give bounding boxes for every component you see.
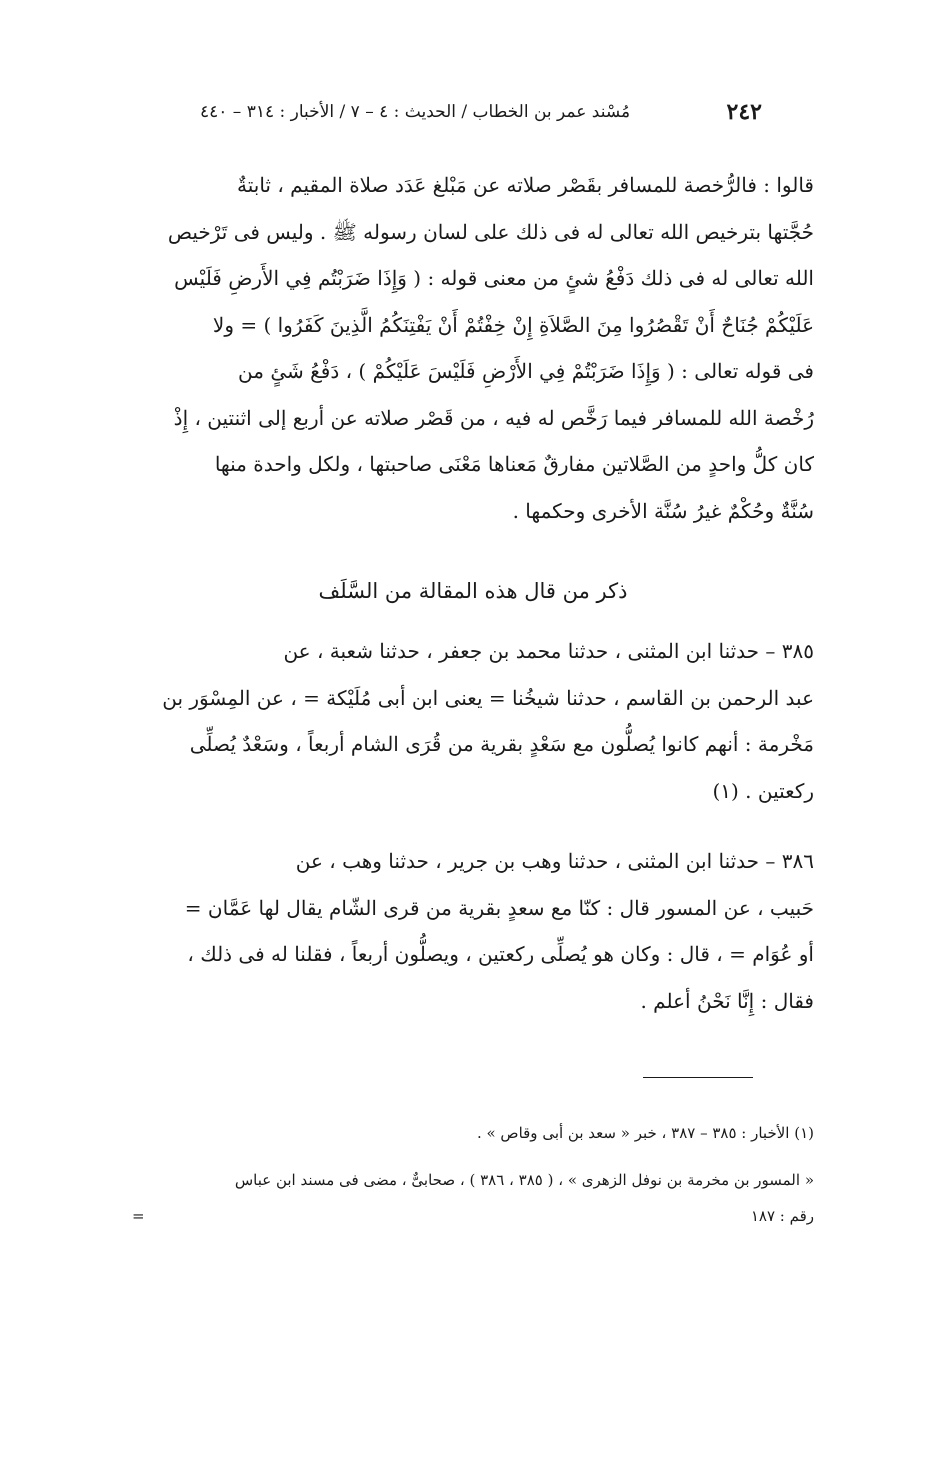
text-line: عَلَيْكُمْ جُنَاحٌ أَنْ تَقْصُرُوا مِنَ الصَّلاَةِ إِنْ خِفْتُمْ أَنْ يَفْتِنَكُمُ الَّذِينَ كَفَرُوا ) = ولا — [212, 312, 814, 337]
text-line: أو عُوَام = ، قال : وكان هو يُصلِّى ركعتين ، ويصلُّون أربعاً ، فقلنا له فى ذلك ، — [187, 942, 814, 966]
section-heading: ذكر من قال هذه المقالة من السَّلَف — [318, 579, 628, 603]
text-line: فقال : إِنَّا نَحْنُ أعلم . — [640, 988, 814, 1013]
text-line: ركعتين . (١) — [712, 778, 814, 803]
footnote-separator — [643, 1077, 753, 1078]
footnote-2-line-2 — [132, 1198, 814, 1234]
text-line: ٣٨٦ – حدثنا ابن المثنى ، حدثنا وهب بن جرير ، حدثنا وهب ، عن — [295, 849, 814, 873]
text-line: مَخْرمة : أنهم كانوا يُصلُّون مع سَعْدٍ بقرية من قُرَى الشام أربعاً ، وسَعْدٌ يُصلِّى — [189, 732, 814, 756]
footnote-2-line-1: « المسور بن مخرمة بن نوفل الزهرى » ، ( ٣٨٥ ، ٣٨٦ ) ، صحابىٌّ ، مضى فى مسند ابن عباس — [234, 1171, 814, 1189]
hadith-385 — [132, 628, 814, 814]
text-line: رُخْصة الله للمسافر فيما رَخَّص له فيه ، من قَصْر صلاته عن أربع إلى اثنتين ، إِذْ — [173, 405, 814, 430]
running-title: مُسْند عمر بن الخطاب / الحديث : ٤ – ٧ / الأخبار : ٣١٤ – ٤٤٠ — [200, 102, 631, 122]
footnote-2-ref: رقم : ١٨٧ — [750, 1207, 814, 1225]
text-line: حُجَّتها بترخيص الله تعالى له فى ذلك على لسان رسوله ﷺ . وليس فى تَرْخيص — [167, 219, 814, 244]
text-line: سُنَّةٌ وحُكْمٌ غيرُ سُنَّة الأخرى وحكمها . — [512, 498, 814, 523]
text-line: عبد الرحمن بن القاسم ، حدثنا شيخُنا = يعنى ابن أبى مُلَيْكة = ، عن المِسْوَر بن — [162, 685, 814, 710]
text-line: الله تعالى له فى ذلك دَفْعُ شئٍ من معنى قوله : ( وَإِذَا ضَرَبْتُم فِي الأَرضِ فَلَيْس — [174, 266, 814, 290]
text-line: حَبيب ، عن المسور قال : كنّا مع سعدٍ بقرية من قرى الشّام يقال لها عَمَّان = — [184, 895, 814, 920]
text-line: كان كلُّ واحدٍ من الصَّلاتين مفارقٌ مَعناها مَعْنَى صاحبتها ، ولكل واحدة منها — [214, 452, 814, 476]
text-line: قالوا : فالرُّخصة للمسافر بقَصْر صلاته عن مَبْلغ عَدَد صلاة المقيم ، ثابتةٌ — [237, 173, 814, 197]
text-line: ٣٨٥ – حدثنا ابن المثنى ، حدثنا محمد بن جعفر ، حدثنا شعبة ، عن — [283, 639, 814, 663]
footnote-1: (١) الأخبار : ٣٨٥ – ٣٨٧ ، خبر « سعد بن أبى وقاص » . — [476, 1124, 814, 1142]
page-number: ٢٤٢ — [726, 99, 762, 125]
commentary-paragraph — [132, 162, 814, 534]
text-line: فى قوله تعالى : ( وَإِذَا ضَرَبْتُمْ فِي الأَرْضِ فَلَيْسَ عَلَيْكُمْ ) ، دَفْعُ شَئٍ من — [238, 359, 814, 383]
continuation-mark: = — [132, 1207, 145, 1225]
footnote-2 — [132, 1162, 814, 1234]
hadith-386 — [132, 838, 814, 1024]
page-header — [200, 92, 762, 132]
